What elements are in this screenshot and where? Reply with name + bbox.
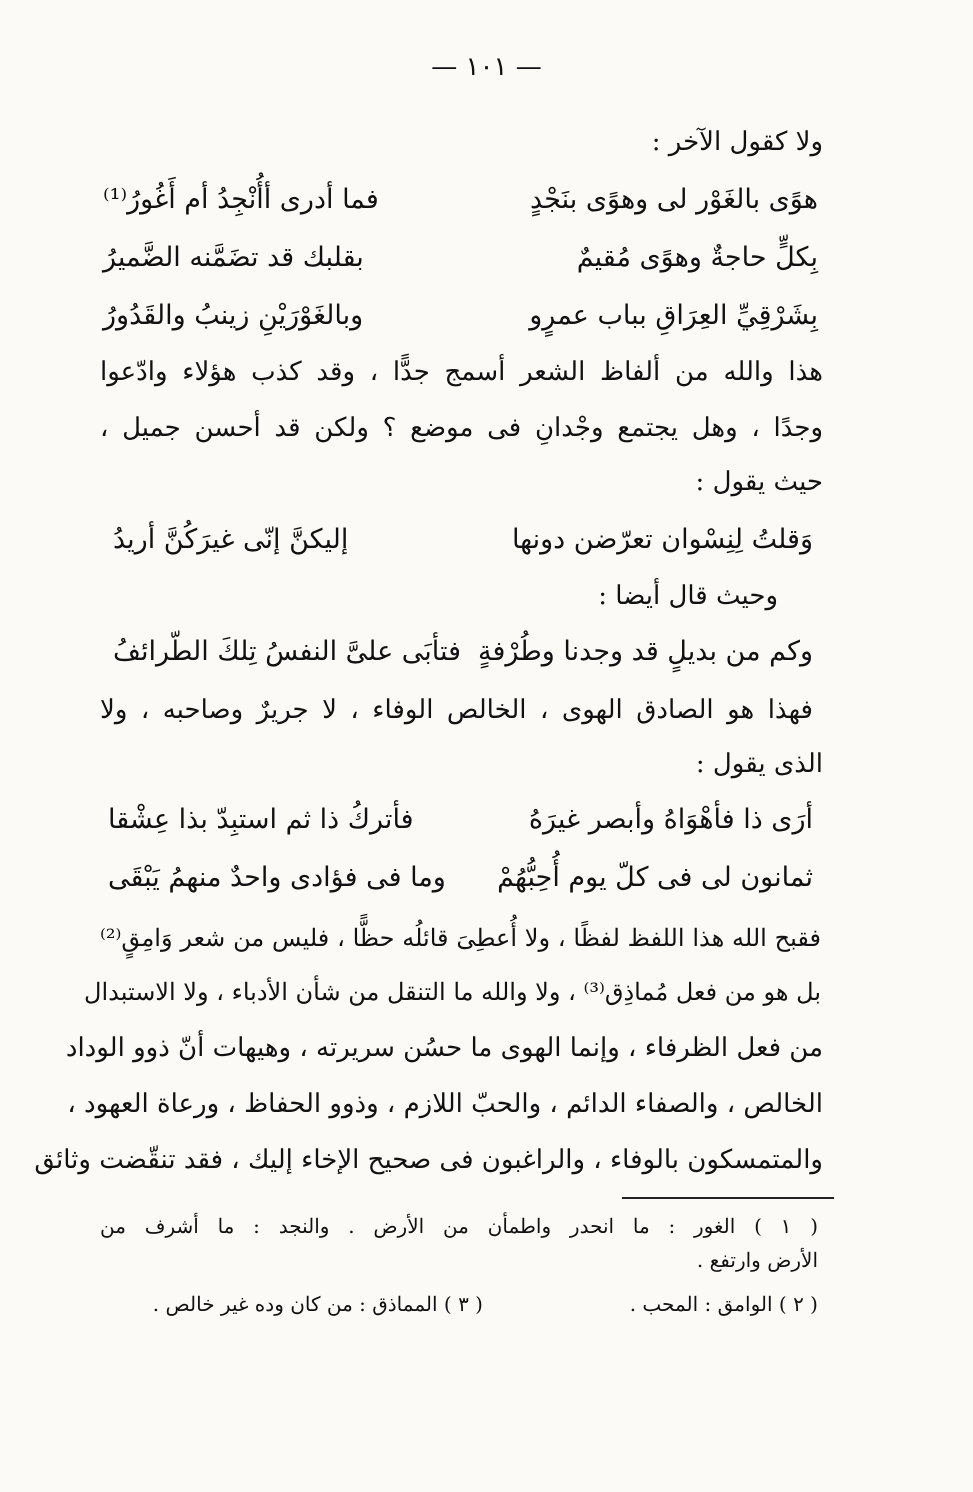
text-line: حيث يقول : <box>695 467 823 497</box>
verse-second-hemistich: وما فى فؤادى واحدٌ منهمُ يَبْقَى <box>108 862 446 893</box>
verse-second-hemistich: فتأبَى علىَّ النفسُ تِلكَ الطّرائفُ <box>113 636 462 667</box>
text-line: الخالص ، والصفاء الدائم ، والحبّ اللازم ، وذوو الحفاظ ، ورعاة العهود ، <box>67 1089 823 1119</box>
verse-second-hemistich: بقلبك قد تضَمَّنه الضَّميرُ <box>103 242 364 273</box>
text-line: من فعل الظرفاء ، وإنما الهوى ما حسُن سريرته ، وهيهات أنّ ذوو الوداد <box>65 1033 823 1063</box>
footnote-1: ( ١ ) الغور : ما انحدر واطمأن من الأرض . والنجد : ما أشرف من <box>100 1214 818 1238</box>
text-line: فهذا هو الصادق الهوى ، الخالص الوفاء ، لا جريرٌ وصاحبه ، ولا <box>100 695 813 725</box>
text-line: بل هو من فعل مُماذِق⁽³⁾ ، ولا والله ما التنقل من شأن الأدباء ، ولا الاستبدال <box>84 978 821 1006</box>
text-line: الذى يقول : <box>695 749 823 779</box>
footnote-3: ( ٣ ) المماذق : من كان وده غير خالص . <box>152 1292 483 1316</box>
verse-second-hemistich: فما أدرى أأُنْجِدُ أم أَغُورُ⁽¹⁾ <box>103 184 379 215</box>
verse-first-hemistich: ثمانون لى فى كلّ يوم أُحِبُّهُمْ <box>497 862 813 893</box>
page-number: — ١٠١ — <box>431 52 542 82</box>
footnote-2: ( ٢ ) الوامق : المحب . <box>629 1292 818 1316</box>
verse-second-hemistich: فأتركُ ذا ثم استبِدّ بذا عِشْقا <box>108 804 414 835</box>
verse-second-hemistich: وبالغَوْرَيْنِ زينبُ والقَدُورُ <box>103 300 364 331</box>
footnote-separator <box>622 1197 834 1199</box>
text-line: وحيث قال أيضا : <box>598 581 778 611</box>
verse-second-hemistich: إليكنَّ إنّى غيرَكُنَّ أريدُ <box>113 524 349 555</box>
text-line: هذا والله من ألفاظ الشعر أسمج جدًّا ، وقد كذب هؤلاء وادّعوا <box>100 357 823 387</box>
text-line: والمتمسكون بالوفاء ، والراغبون فى صحيح الإخاء إليك ، فقد تنقّضت وثائق <box>34 1145 823 1175</box>
verse-first-hemistich: أرَى ذا فأهْوَاهُ وأبصر غيرَهُ <box>528 804 813 835</box>
footnote-1-continued: الأرض وارتفع . <box>696 1248 818 1272</box>
text-line: ولا كقول الآخر : <box>651 127 823 157</box>
verse-first-hemistich: بِشَرْقِيِّ العِرَاقِ بباب عمرٍو <box>529 300 818 331</box>
text-line: وجدًا ، وهل يجتمع وجْدانِ فى موضع ؟ ولكن قد أحسن جميل ، <box>100 413 823 443</box>
text-line: فقبح الله هذا اللفظ لفظًا ، ولا أُعطِىَ قائلُه حظًّا ، فليس من شعر وَامِقٍ⁽²⁾ <box>100 924 821 952</box>
verse-first-hemistich: وكم من بديلٍ قد وجدنا وطُرْفةٍ <box>478 636 813 667</box>
verse-first-hemistich: بِكلٍّ حاجةٌ وهوًى مُقيمٌ <box>576 242 818 273</box>
verse-first-hemistich: وَقلتُ لِنِسْوان تعرّضن دونها <box>511 524 813 555</box>
verse-first-hemistich: هوًى بالغَوْر لى وهوًى بنَجْدٍ <box>530 184 818 215</box>
